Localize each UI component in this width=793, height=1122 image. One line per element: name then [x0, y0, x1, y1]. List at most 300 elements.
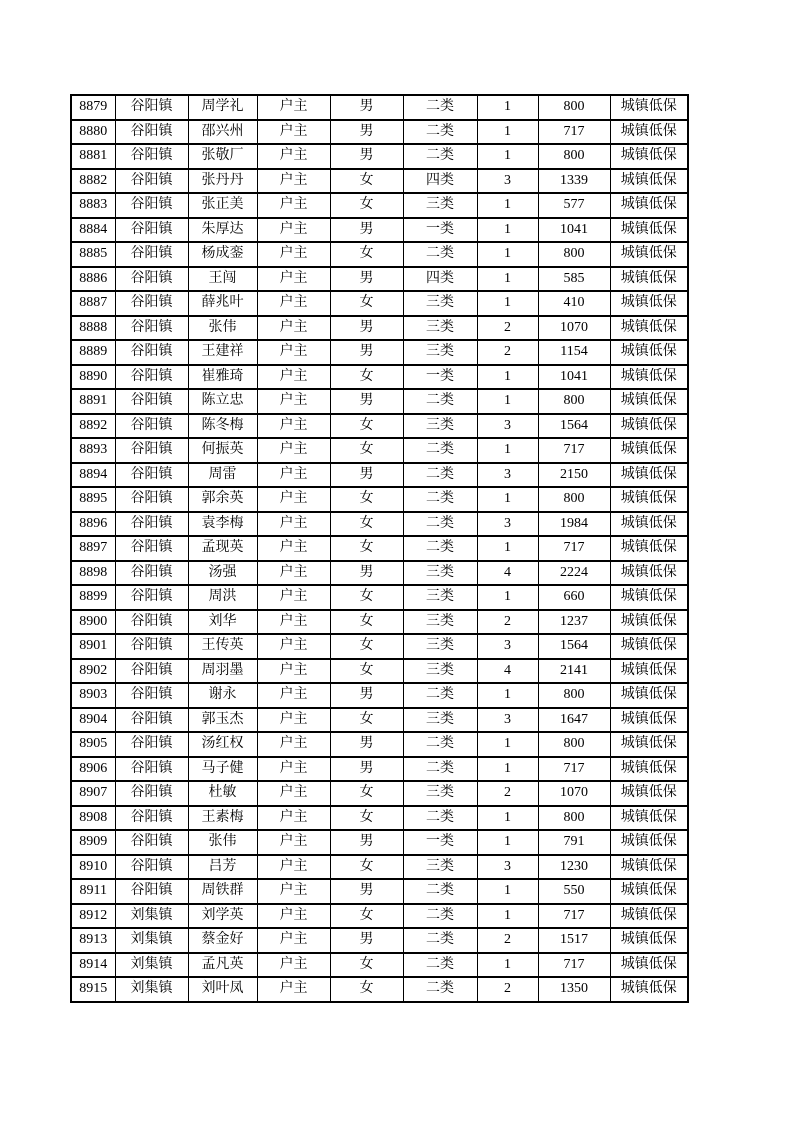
- table-cell: 1041: [538, 365, 610, 390]
- table-cell: 3: [477, 855, 538, 880]
- table-cell: 周铁群: [188, 879, 257, 904]
- table-cell: 谷阳镇: [115, 585, 188, 610]
- table-cell: 8912: [71, 904, 115, 929]
- table-cell: 一类: [403, 218, 477, 243]
- table-cell: 崔雅琦: [188, 365, 257, 390]
- table-cell: 谷阳镇: [115, 120, 188, 145]
- table-cell: 8890: [71, 365, 115, 390]
- table-cell: 户主: [257, 95, 330, 120]
- table-cell: 1041: [538, 218, 610, 243]
- table-cell: 王建祥: [188, 340, 257, 365]
- table-cell: 800: [538, 806, 610, 831]
- table-cell: 户主: [257, 855, 330, 880]
- table-cell: 2: [477, 928, 538, 953]
- table-cell: 二类: [403, 732, 477, 757]
- table-cell: 717: [538, 536, 610, 561]
- table-cell: 三类: [403, 659, 477, 684]
- table-cell: 三类: [403, 340, 477, 365]
- table-cell: 一类: [403, 365, 477, 390]
- table-cell: 1: [477, 536, 538, 561]
- table-cell: 户主: [257, 365, 330, 390]
- table-cell: 陈冬梅: [188, 414, 257, 439]
- table-cell: 城镇低保: [610, 389, 688, 414]
- table-body: [71, 95, 688, 1002]
- table-row: [71, 708, 688, 733]
- table-cell: 3: [477, 169, 538, 194]
- table-cell: 户主: [257, 610, 330, 635]
- table-cell: 二类: [403, 977, 477, 1002]
- table-cell: 汤红权: [188, 732, 257, 757]
- table-cell: 袁李梅: [188, 512, 257, 537]
- table-cell: 8883: [71, 193, 115, 218]
- table-cell: 女: [330, 487, 403, 512]
- table-cell: 男: [330, 95, 403, 120]
- table-cell: 3: [477, 708, 538, 733]
- table-cell: 杜敏: [188, 781, 257, 806]
- table-cell: 户主: [257, 316, 330, 341]
- table-cell: 谷阳镇: [115, 267, 188, 292]
- table-cell: 男: [330, 340, 403, 365]
- table-cell: 1: [477, 389, 538, 414]
- table-cell: 谷阳镇: [115, 561, 188, 586]
- table-cell: 刘叶凤: [188, 977, 257, 1002]
- table-cell: 吕芳: [188, 855, 257, 880]
- table-cell: 女: [330, 708, 403, 733]
- table-cell: 男: [330, 389, 403, 414]
- table-cell: 三类: [403, 585, 477, 610]
- table-cell: 1: [477, 953, 538, 978]
- table-cell: 717: [538, 120, 610, 145]
- table-cell: 谷阳镇: [115, 512, 188, 537]
- table-cell: 户主: [257, 193, 330, 218]
- table-row: [71, 806, 688, 831]
- table-cell: 男: [330, 683, 403, 708]
- table-cell: 城镇低保: [610, 536, 688, 561]
- table-row: [71, 928, 688, 953]
- table-cell: 谷阳镇: [115, 242, 188, 267]
- table-cell: 8892: [71, 414, 115, 439]
- table-cell: 二类: [403, 904, 477, 929]
- table-row: [71, 340, 688, 365]
- table-row: [71, 291, 688, 316]
- table-cell: 城镇低保: [610, 928, 688, 953]
- table-cell: 户主: [257, 463, 330, 488]
- table-cell: 郭余英: [188, 487, 257, 512]
- table-cell: 女: [330, 512, 403, 537]
- table-cell: 城镇低保: [610, 316, 688, 341]
- table-cell: 1: [477, 95, 538, 120]
- table-cell: 王闯: [188, 267, 257, 292]
- table-cell: 户主: [257, 120, 330, 145]
- table-cell: 城镇低保: [610, 487, 688, 512]
- table-row: [71, 365, 688, 390]
- table-cell: 二类: [403, 242, 477, 267]
- table-cell: 城镇低保: [610, 610, 688, 635]
- table-cell: 四类: [403, 267, 477, 292]
- table-cell: 城镇低保: [610, 781, 688, 806]
- table-row: [71, 585, 688, 610]
- table-cell: 1517: [538, 928, 610, 953]
- table-cell: 女: [330, 953, 403, 978]
- table-cell: 汤强: [188, 561, 257, 586]
- table-row: [71, 610, 688, 635]
- table-cell: 城镇低保: [610, 218, 688, 243]
- table-cell: 张正美: [188, 193, 257, 218]
- table-cell: 男: [330, 561, 403, 586]
- table-row: [71, 193, 688, 218]
- table-cell: 二类: [403, 953, 477, 978]
- table-cell: 3: [477, 634, 538, 659]
- table-row: [71, 120, 688, 145]
- table-cell: 二类: [403, 120, 477, 145]
- table-cell: 谷阳镇: [115, 144, 188, 169]
- table-cell: 一类: [403, 830, 477, 855]
- table-cell: 8910: [71, 855, 115, 880]
- table-cell: 户主: [257, 536, 330, 561]
- table-cell: 二类: [403, 95, 477, 120]
- table-cell: 2: [477, 610, 538, 635]
- table-cell: 谷阳镇: [115, 169, 188, 194]
- table-cell: 户主: [257, 732, 330, 757]
- table-row: [71, 218, 688, 243]
- table-cell: 二类: [403, 144, 477, 169]
- table-row: [71, 389, 688, 414]
- table-cell: 城镇低保: [610, 242, 688, 267]
- table-row: [71, 683, 688, 708]
- table-cell: 谷阳镇: [115, 438, 188, 463]
- table-cell: 800: [538, 144, 610, 169]
- table-cell: 男: [330, 463, 403, 488]
- table-cell: 1070: [538, 781, 610, 806]
- table-row: [71, 438, 688, 463]
- table-cell: 8903: [71, 683, 115, 708]
- table-cell: 男: [330, 316, 403, 341]
- table-cell: 8882: [71, 169, 115, 194]
- table-row: [71, 781, 688, 806]
- table-cell: 蔡金好: [188, 928, 257, 953]
- table-cell: 8897: [71, 536, 115, 561]
- table-cell: 8908: [71, 806, 115, 831]
- table-cell: 周洪: [188, 585, 257, 610]
- table-cell: 8913: [71, 928, 115, 953]
- table-cell: 朱厚达: [188, 218, 257, 243]
- table-cell: 1: [477, 683, 538, 708]
- table-cell: 谷阳镇: [115, 340, 188, 365]
- table-cell: 8887: [71, 291, 115, 316]
- table-cell: 陈立忠: [188, 389, 257, 414]
- table-cell: 717: [538, 953, 610, 978]
- table-cell: 户主: [257, 218, 330, 243]
- table-cell: 女: [330, 855, 403, 880]
- table-cell: 户主: [257, 291, 330, 316]
- table-cell: 谷阳镇: [115, 414, 188, 439]
- table-cell: 1: [477, 757, 538, 782]
- table-cell: 女: [330, 634, 403, 659]
- table-cell: 谷阳镇: [115, 463, 188, 488]
- table-cell: 杨成銮: [188, 242, 257, 267]
- table-cell: 刘华: [188, 610, 257, 635]
- table-cell: 8884: [71, 218, 115, 243]
- table-cell: 8881: [71, 144, 115, 169]
- table-cell: 女: [330, 169, 403, 194]
- table-row: [71, 242, 688, 267]
- table-cell: 城镇低保: [610, 634, 688, 659]
- table-cell: 8902: [71, 659, 115, 684]
- table-cell: 2141: [538, 659, 610, 684]
- table-row: [71, 169, 688, 194]
- table-row: [71, 879, 688, 904]
- table-cell: 谷阳镇: [115, 316, 188, 341]
- table-cell: 城镇低保: [610, 855, 688, 880]
- table-cell: 何振英: [188, 438, 257, 463]
- table-cell: 三类: [403, 855, 477, 880]
- table-cell: 薛兆叶: [188, 291, 257, 316]
- table-cell: 谷阳镇: [115, 683, 188, 708]
- table-cell: 户主: [257, 830, 330, 855]
- table-cell: 1: [477, 732, 538, 757]
- table-cell: 1: [477, 806, 538, 831]
- table-cell: 1350: [538, 977, 610, 1002]
- table-cell: 二类: [403, 438, 477, 463]
- table-cell: 1564: [538, 634, 610, 659]
- table-row: [71, 561, 688, 586]
- table-cell: 刘集镇: [115, 928, 188, 953]
- table-row: [71, 95, 688, 120]
- table-cell: 周羽墨: [188, 659, 257, 684]
- table-cell: 谷阳镇: [115, 365, 188, 390]
- table-cell: 二类: [403, 487, 477, 512]
- table-cell: 1230: [538, 855, 610, 880]
- table-cell: 女: [330, 438, 403, 463]
- table-cell: 谷阳镇: [115, 193, 188, 218]
- table-cell: 二类: [403, 536, 477, 561]
- table-cell: 户主: [257, 438, 330, 463]
- table-cell: 谷阳镇: [115, 95, 188, 120]
- table-cell: 谷阳镇: [115, 855, 188, 880]
- table-cell: 谷阳镇: [115, 830, 188, 855]
- table-cell: 8911: [71, 879, 115, 904]
- table-cell: 城镇低保: [610, 438, 688, 463]
- table-cell: 孟凡英: [188, 953, 257, 978]
- table-cell: 2: [477, 316, 538, 341]
- table-cell: 城镇低保: [610, 169, 688, 194]
- table-cell: 2: [477, 781, 538, 806]
- table-cell: 谷阳镇: [115, 487, 188, 512]
- table-cell: 城镇低保: [610, 708, 688, 733]
- table-cell: 谷阳镇: [115, 389, 188, 414]
- table-cell: 585: [538, 267, 610, 292]
- table-cell: 周雷: [188, 463, 257, 488]
- table-cell: 马子健: [188, 757, 257, 782]
- table-cell: 男: [330, 218, 403, 243]
- table-cell: 8889: [71, 340, 115, 365]
- table-cell: 二类: [403, 512, 477, 537]
- table-cell: 张丹丹: [188, 169, 257, 194]
- table-cell: 女: [330, 781, 403, 806]
- table-cell: 1: [477, 291, 538, 316]
- table-cell: 8880: [71, 120, 115, 145]
- table-cell: 户主: [257, 634, 330, 659]
- table-cell: 三类: [403, 610, 477, 635]
- table-cell: 城镇低保: [610, 414, 688, 439]
- table-cell: 三类: [403, 193, 477, 218]
- table-cell: 男: [330, 267, 403, 292]
- table-cell: 户主: [257, 708, 330, 733]
- table-cell: 二类: [403, 879, 477, 904]
- table-cell: 户主: [257, 683, 330, 708]
- table-cell: 800: [538, 487, 610, 512]
- table-cell: 女: [330, 242, 403, 267]
- table-cell: 户主: [257, 977, 330, 1002]
- table-cell: 男: [330, 757, 403, 782]
- table-cell: 张伟: [188, 316, 257, 341]
- table-cell: 8894: [71, 463, 115, 488]
- table-cell: 户主: [257, 561, 330, 586]
- table-cell: 郭玉杰: [188, 708, 257, 733]
- table-cell: 城镇低保: [610, 757, 688, 782]
- table-cell: 1: [477, 830, 538, 855]
- table-cell: 8901: [71, 634, 115, 659]
- table-cell: 3: [477, 414, 538, 439]
- table-cell: 男: [330, 144, 403, 169]
- table-cell: 谷阳镇: [115, 732, 188, 757]
- table-cell: 户主: [257, 757, 330, 782]
- table-cell: 1: [477, 144, 538, 169]
- table-cell: 城镇低保: [610, 659, 688, 684]
- table-cell: 2: [477, 340, 538, 365]
- table-cell: 男: [330, 120, 403, 145]
- table-cell: 二类: [403, 389, 477, 414]
- table-cell: 城镇低保: [610, 830, 688, 855]
- table-cell: 三类: [403, 291, 477, 316]
- table-cell: 城镇低保: [610, 463, 688, 488]
- table-cell: 户主: [257, 169, 330, 194]
- table-cell: 户主: [257, 242, 330, 267]
- table-cell: 女: [330, 414, 403, 439]
- table-cell: 3: [477, 463, 538, 488]
- table-cell: 女: [330, 193, 403, 218]
- table-cell: 800: [538, 242, 610, 267]
- table-cell: 户主: [257, 659, 330, 684]
- table-cell: 户主: [257, 781, 330, 806]
- table-cell: 1: [477, 487, 538, 512]
- table-row: [71, 512, 688, 537]
- table-cell: 8900: [71, 610, 115, 635]
- table-cell: 660: [538, 585, 610, 610]
- table-cell: 1: [477, 585, 538, 610]
- table-cell: 城镇低保: [610, 144, 688, 169]
- table-cell: 8907: [71, 781, 115, 806]
- table-cell: 城镇低保: [610, 120, 688, 145]
- table-cell: 王传英: [188, 634, 257, 659]
- table-cell: 户主: [257, 879, 330, 904]
- table-cell: 女: [330, 536, 403, 561]
- table-cell: 女: [330, 806, 403, 831]
- table-cell: 三类: [403, 634, 477, 659]
- table-cell: 女: [330, 291, 403, 316]
- table-row: [71, 414, 688, 439]
- table-cell: 张敬厂: [188, 144, 257, 169]
- table-cell: 城镇低保: [610, 953, 688, 978]
- table-cell: 二类: [403, 463, 477, 488]
- table-row: [71, 855, 688, 880]
- table-cell: 女: [330, 365, 403, 390]
- table-cell: 户主: [257, 340, 330, 365]
- table-cell: 二类: [403, 757, 477, 782]
- table-cell: 8891: [71, 389, 115, 414]
- table-cell: 户主: [257, 144, 330, 169]
- table-cell: 女: [330, 659, 403, 684]
- table-row: [71, 536, 688, 561]
- table-cell: 户主: [257, 585, 330, 610]
- table-cell: 8896: [71, 512, 115, 537]
- table-cell: 4: [477, 561, 538, 586]
- table-cell: 1070: [538, 316, 610, 341]
- table-cell: 8879: [71, 95, 115, 120]
- table-cell: 717: [538, 904, 610, 929]
- table-cell: 城镇低保: [610, 267, 688, 292]
- table-cell: 城镇低保: [610, 561, 688, 586]
- table-cell: 男: [330, 928, 403, 953]
- table-row: [71, 463, 688, 488]
- table-cell: 3: [477, 512, 538, 537]
- table-cell: 谷阳镇: [115, 879, 188, 904]
- table-cell: 户主: [257, 512, 330, 537]
- table-cell: 三类: [403, 561, 477, 586]
- table-cell: 800: [538, 389, 610, 414]
- table-cell: 1564: [538, 414, 610, 439]
- table-cell: 男: [330, 830, 403, 855]
- table-row: [71, 757, 688, 782]
- table-cell: 谷阳镇: [115, 806, 188, 831]
- table-cell: 577: [538, 193, 610, 218]
- table-cell: 800: [538, 683, 610, 708]
- table-cell: 刘集镇: [115, 953, 188, 978]
- table-cell: 周学礼: [188, 95, 257, 120]
- table-cell: 邵兴州: [188, 120, 257, 145]
- table-cell: 1339: [538, 169, 610, 194]
- table-cell: 1237: [538, 610, 610, 635]
- table-row: [71, 267, 688, 292]
- table-cell: 城镇低保: [610, 365, 688, 390]
- table-cell: 1154: [538, 340, 610, 365]
- table-cell: 城镇低保: [610, 683, 688, 708]
- table-cell: 男: [330, 879, 403, 904]
- table-cell: 1647: [538, 708, 610, 733]
- table-cell: 1: [477, 267, 538, 292]
- table-cell: 谷阳镇: [115, 659, 188, 684]
- table-cell: 1: [477, 193, 538, 218]
- table-cell: 刘集镇: [115, 977, 188, 1002]
- table-cell: 城镇低保: [610, 806, 688, 831]
- table-cell: 410: [538, 291, 610, 316]
- table-row: [71, 904, 688, 929]
- table-cell: 三类: [403, 708, 477, 733]
- table-row: [71, 977, 688, 1002]
- table-cell: 户主: [257, 928, 330, 953]
- table-cell: 1: [477, 879, 538, 904]
- table-row: [71, 487, 688, 512]
- table-cell: 户主: [257, 414, 330, 439]
- table-cell: 8885: [71, 242, 115, 267]
- table-cell: 女: [330, 904, 403, 929]
- table-cell: 800: [538, 732, 610, 757]
- table-cell: 三类: [403, 414, 477, 439]
- table-cell: 谷阳镇: [115, 781, 188, 806]
- table-cell: 谷阳镇: [115, 708, 188, 733]
- table-cell: 男: [330, 732, 403, 757]
- table-cell: 孟现英: [188, 536, 257, 561]
